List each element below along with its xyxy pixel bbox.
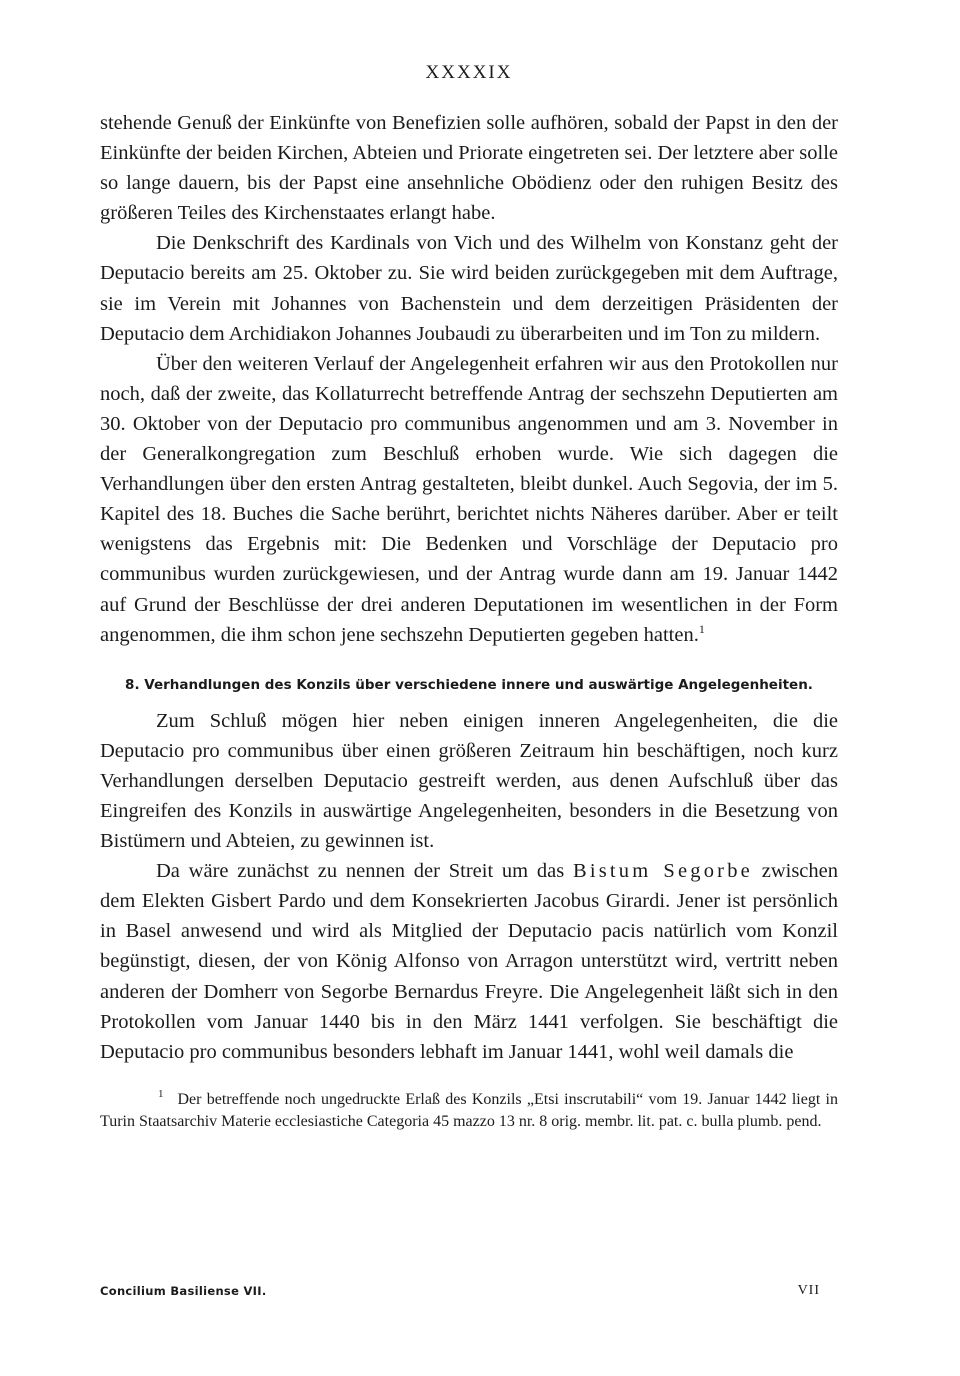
page-footer: [100, 1281, 820, 1302]
page-number: XXXXIX: [425, 62, 513, 83]
paragraph-5-after: zwischen dem Elekten Gisbert Pardo und dem Konsekrierten Jacobus Girardi. Jener ist persönlich in Basel anwesend und wird als Mitglied der Deputacio pacis natürlich vom Konzil begünstigt, diesen, der von König Alfonso von Arragon unterstützt wird, vertritt neben anderen der Domherr von Segorbe Bernardus Freyre. Die Angelegenheit läßt sich in den Protokollen vom Januar 1440 bis in den März 1441 verfolgen. Sie beschäftigt die Deputacio pro communibus besonders lebhaft im Januar 1441, wohl weil damals die: [100, 860, 838, 1063]
paragraph-1: stehende Genuß der Einkünfte von Benefizien solle aufhören, sobald der Papst in den der Einkünfte der beiden Kirchen, Abteien und Priorate eingetreten sei. Der letztere aber solle so lange dauern, bis der Papst eine ansehnliche Obödienz oder den ruhigen Besitz des größeren Teiles des Kirchenstaates erlangt habe.: [100, 112, 838, 225]
paragraph-2: Die Denkschrift des Kardinals von Vich und des Wilhelm von Konstanz geht der Deputacio bereits am 25. Oktober zu. Sie wird beiden zurückgegeben mit dem Auftrage, sie im Verein mit Johannes von Bachenstein und dem derzeitigen Präsidenten der Deputacio dem Archidiakon Johannes Joubaudi zu überarbeiten und im Ton zu mildern.: [100, 232, 838, 345]
footer-signature: VII: [797, 1283, 820, 1298]
section-heading: 8. Verhandlungen des Konzils über verschiedene innere und auswärtige Angelegenheiten.: [125, 676, 813, 693]
paragraph-3-text: Über den weiteren Verlauf der Angelegenheit erfahren wir aus den Protokollen nur noch, daß der zweite, das Kollaturrecht betreffende Antrag der sechszehn Deputierten am 30. Oktober von der Deputacio pro communibus angenommen und am 3. November in der Generalkongregation zum Beschluß erhoben wurde. Wie sich dagegen die Verhandlungen über den ersten Antrag gestalteten, bleibt dunkel. Auch Segovia, der im 5. Kapitel des 18. Buches die Sache berührt, berichtet nichts Näheres darüber. Aber er teilt wenigstens das Ergebnis mit: Die Bedenken und Vorschläge der Deputacio pro communibus wurden zurückgewiesen, und der Antrag wurde dann am 19. Januar 1442 auf Grund der Beschlüsse der drei anderen Deputationen im wesentlichen in der Form angenommen, die ihm schon jene sechszehn Deputierten gegeben hatten.: [100, 352, 838, 646]
paragraph-3: [100, 349, 838, 650]
page-body: [100, 60, 838, 1133]
paragraph-5-spaced-term: Bistum Segorbe: [572, 860, 753, 883]
footnote-1: [100, 1089, 838, 1133]
paragraph-4: Zum Schluß mögen hier neben einigen inneren Angelegenheiten, die die Deputacio pro communibus über einen größeren Zeitraum hin beschäftigen, noch kurz Verhandlungen derselben Deputacio gestreift werden, aus denen Aufschluß über das Eingreifen des Konzils in auswärtige Angelegenheiten, besonders in die Besetzung von Bistümern und Abteien, zu gewinnen ist.: [100, 709, 838, 853]
paragraph-5-before: Da wäre zunächst zu nennen der Streit um das: [156, 860, 573, 883]
footnote-text: Der betreffende noch ungedruckte Erlaß des Konzils „Etsi inscrutabili“ vom 19. Januar 1442 liegt in Turin Staatsarchiv Materie ecclesiastiche Categoria 45 mazzo 13 nr. 8 orig. membr. lit. pat. c. bulla plumb. pend.: [100, 1090, 838, 1130]
footnote-mark: 1: [158, 1088, 164, 1101]
paragraph-5: [100, 856, 838, 1067]
footnotes: [100, 1089, 838, 1133]
footer-title: Concilium Basiliense VII.: [100, 1284, 267, 1298]
footnote-reference: 1: [698, 621, 705, 636]
